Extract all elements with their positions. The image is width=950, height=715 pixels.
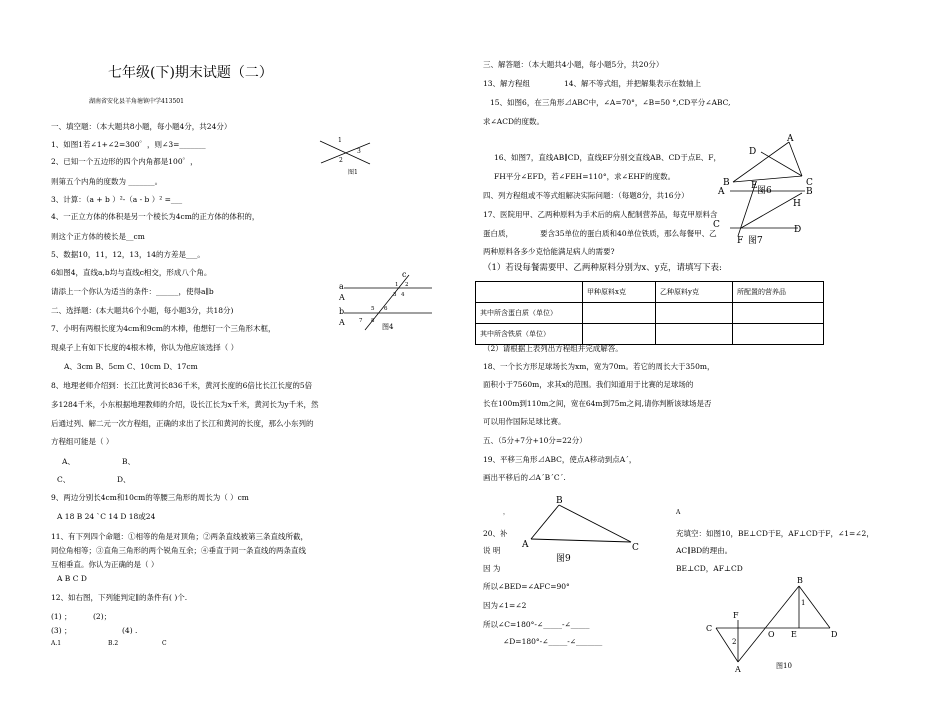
fig6-label-C: C xyxy=(806,178,813,188)
question-8-cont-1: 多1284千米，小东根据地理教师的介绍，设长江长为x千米，黄河长为y千米，然 xyxy=(51,400,319,409)
nutrition-table xyxy=(475,281,824,345)
fig7-label-B: B xyxy=(806,187,813,197)
table-header-cell: 甲种原料x克 xyxy=(583,282,656,303)
question-9-options: A 18 B 24 `C 14 D 18或24 xyxy=(57,512,156,521)
question-6-cont: 请添上一个你认为适当的条件：______，使得a∥b xyxy=(51,287,214,296)
question-19-dot: ， xyxy=(503,509,510,516)
question-4: 4、一正立方体的体积是另一个棱长为4cm的正方体的体积的， xyxy=(51,212,260,221)
fig4-n5: 5 xyxy=(371,306,375,312)
fig6-side-AB xyxy=(733,142,789,182)
fig1-label-1: 1 xyxy=(338,137,342,144)
question-20-step-4: ∠D=180°-∠_____-∠_______ xyxy=(503,637,603,646)
figure-1 xyxy=(315,133,375,178)
question-9: 9、两边分别长4cm和10cm的等腰三角形的周长为（ ）cm xyxy=(51,493,249,502)
question-17-cont-1: 蛋白质， xyxy=(483,229,513,238)
table-row xyxy=(476,303,824,324)
fig4-label-A2: A xyxy=(339,318,345,327)
question-16: 16、如图7，直线AB∥CD，直线EF分别交直线AB、CD于点E、F， xyxy=(494,153,721,162)
fig6-side-AC xyxy=(789,142,802,176)
table-cell: 其中所含铁质（单位） xyxy=(476,324,583,345)
fig1-label-2: 2 xyxy=(339,157,343,164)
fig7-label-E: E xyxy=(751,181,758,191)
question-20-text-2: AC∥BD的理由。 xyxy=(676,546,733,555)
fig4-label-b: b xyxy=(339,307,345,316)
page-title: 七年级(下)期末试题（二） xyxy=(108,65,273,81)
question-11: 11、有下列四个命题：①相等的角是对顶角；②两条直线被第三条直线所截， xyxy=(51,532,309,541)
fig10-label-B: B xyxy=(797,576,803,585)
point-a-prime: A xyxy=(676,509,681,516)
question-6: 6如图4，直线a,b均与直线c相交，形成八个角。 xyxy=(51,268,212,277)
question-11-options: A B C D xyxy=(57,574,87,583)
table-cell: 其中所含蛋白质（单位） xyxy=(476,303,583,324)
question-18-cont-2: 长在100m到110m之间，宽在64m到75m之间,请你判断该球场是否 xyxy=(483,399,712,408)
table-row xyxy=(476,324,824,345)
fig4-n7: 7 xyxy=(359,318,363,324)
question-19: 19、平移三角形⊿ABC，使点A移动到点A´， xyxy=(483,455,637,464)
fig9-caption: 图9 xyxy=(556,554,571,564)
question-3: 3、计算：（a + b ）²-（a - b ）² =___ xyxy=(51,195,183,204)
fig4-n4: 4 xyxy=(401,292,405,298)
fig9-label-C: C xyxy=(632,543,639,553)
question-18: 18、一个长方形足球场长为xm，宽为70m。若它的周长大于350m， xyxy=(483,362,715,371)
fig10-label-F: F xyxy=(733,611,739,620)
question-17-part-1: （1）若设每餐需要甲、乙两种原料分别为x、y克，请填写下表: xyxy=(483,263,722,273)
question-12-item-3: (3) ； xyxy=(51,626,72,635)
fig6-label-B: B xyxy=(723,178,730,188)
table-cell[interactable] xyxy=(733,324,824,345)
fig7-label-H: H xyxy=(793,199,801,209)
question-20: 20、补 xyxy=(483,529,508,538)
fig4-n2: 2 xyxy=(405,282,409,288)
fig7-label-F: F xyxy=(737,236,744,246)
question-7: 7、小明有两根长度为4cm和9cm的木棒，他想钉一个三角形木框， xyxy=(51,324,276,333)
section-choice-heading: 二、选择题：(本大题共6个小题，每小题3分，共18分) xyxy=(51,306,234,315)
fig6-label-D: D xyxy=(749,147,757,157)
question-20-because: 因 为 xyxy=(483,564,501,573)
fig6-segment-CD xyxy=(761,152,802,176)
question-17-part-2: （2）请根据上表列出方程组并完成解答。 xyxy=(483,344,623,353)
fig10-label-E: E xyxy=(791,630,797,639)
question-20-text-1: 充填空：如图10，BE⊥CD于E，AF⊥CD于F，∠1=∠2， xyxy=(676,529,874,538)
fig4-caption: 图4 xyxy=(382,323,394,331)
fig9-label-A: A xyxy=(522,540,529,550)
fig10-label-D: D xyxy=(831,630,838,639)
fig10-side-BD xyxy=(799,586,830,628)
fig10-label-A: A xyxy=(735,665,741,674)
fig9-side-AC xyxy=(531,539,631,542)
fig4-n6: 6 xyxy=(384,306,388,312)
table-row xyxy=(476,282,824,303)
fig1-line-2 xyxy=(321,143,370,163)
fig10-line-AB xyxy=(738,586,799,662)
section-five-heading: 五、（5分+7分+10分=22分） xyxy=(483,436,587,445)
question-20-step-2: 因为∠1=∠2 xyxy=(483,601,527,610)
question-12-option-c: C xyxy=(162,640,167,647)
question-13: 13、解方程组 xyxy=(483,79,531,88)
question-12-option-a: A.1 xyxy=(51,640,62,647)
question-11-cont-2: 互相垂直。你认为正确的是（ ） xyxy=(51,560,159,569)
question-19-cont: 画出平移后的⊿A´B´C´. xyxy=(483,473,566,482)
question-8: 8、地理老师介绍到：长江比黄河长836千米，黄河长度的6倍比长江长度的5倍 xyxy=(51,381,313,390)
figure-7 xyxy=(710,180,820,250)
question-12-option-b: B.2 xyxy=(108,640,119,647)
question-8-option-b: B、 xyxy=(122,457,136,466)
fig4-label-c: c xyxy=(402,270,407,279)
question-14: 14、解不等式组，并把解集表示在数轴上 xyxy=(564,79,702,88)
question-8-option-d: D、 xyxy=(117,475,131,484)
table-cell[interactable] xyxy=(583,303,656,324)
question-11-cont-1: 同位角相等；③直角三角形的两个锐角互余；④垂直于同一条直线的两条直线 xyxy=(51,546,306,555)
question-15: 15、如图6，在三角形⊿ABC中，∠A=70°，∠B=50 °,CD平分∠ABC, xyxy=(490,98,731,107)
fig10-label-C: C xyxy=(706,624,713,633)
question-2-cont: 则第五个内角的度数为 _______。 xyxy=(51,177,163,186)
fig6-label-A: A xyxy=(787,134,794,144)
table-header-cell xyxy=(476,282,583,303)
question-12-item-1: (1) ； xyxy=(51,612,72,621)
school-subtitle: 湖南省安化县羊角塘镇中学413501 xyxy=(89,98,184,105)
section-answer-heading: 三、解答题：（本大题共4小题，每小题5分，共20分） xyxy=(483,60,664,69)
question-8-cont-3: 方程组可能是（ ） xyxy=(51,437,114,446)
question-17: 17、医院用甲、乙两种原料为手术后的病人配制营养品，每克甲原料含 xyxy=(483,210,718,219)
question-8-cont-2: 后通过列、解二元一次方程组，正确的求出了长江和黄河的长度，那么小东列的 xyxy=(51,419,314,428)
fig7-label-D: D xyxy=(794,225,802,235)
table-cell[interactable] xyxy=(733,303,824,324)
figure-10 xyxy=(700,570,850,675)
section-fill-heading: 一、填空题：（本大题共8小题，每小题4分，共24分） xyxy=(51,122,232,131)
fig4-n3: 3 xyxy=(393,292,397,298)
fig10-caption: 图10 xyxy=(776,662,792,670)
fig10-label-1: 1 xyxy=(801,599,806,607)
figure-4 xyxy=(337,268,437,336)
table-cell[interactable] xyxy=(656,324,733,345)
question-20-explain: 说 明 xyxy=(483,546,501,555)
question-20-step-1: 所以∠BED=∠AFC=90° xyxy=(483,582,570,591)
fig7-caption: 图7 xyxy=(748,236,763,246)
question-7-cont: 现桌子上有如下长度的4根木棒，你认为他应该选择（ ） xyxy=(51,343,239,352)
fig4-label-a: a xyxy=(339,282,344,291)
question-2: 2、已知一个五边形的四个内角都是100゜， xyxy=(51,157,198,166)
question-12-item-2: (2)； xyxy=(93,612,112,621)
question-1: 1、如图1若∠1+∠2=300゜，则∠3=_______ xyxy=(51,140,206,149)
question-4-cont: 则这个正方体的棱长是__cm xyxy=(51,232,145,241)
fig10-label-O: O xyxy=(768,630,775,639)
fig6-caption: 图6 xyxy=(757,186,772,196)
fig1-caption: 图1 xyxy=(348,169,358,176)
fig4-n8: 8 xyxy=(371,318,375,324)
question-12: 12、如右图，下列能判定∥的条件有( )个. xyxy=(51,593,188,602)
table-cell[interactable] xyxy=(583,324,656,345)
question-17-cont-2: 要含35单位的蛋白质和40单位铁质，那么每餐甲、乙 xyxy=(540,229,717,238)
question-8-option-a: A、 xyxy=(62,457,75,466)
fig9-side-BC xyxy=(559,505,631,542)
fig4-label-A1: A xyxy=(339,293,345,302)
table-header-cell: 乙种原料y克 xyxy=(656,282,733,303)
fig9-side-AB xyxy=(531,505,559,539)
fig10-label-2: 2 xyxy=(732,638,737,646)
question-17-cont-3: 两种原料各多少克恰能满足病人的需要? xyxy=(483,247,615,256)
figure-9 xyxy=(515,490,645,568)
question-20-text-3: BE⊥CD，AF⊥CD xyxy=(676,564,743,573)
fig7-label-A: A xyxy=(718,187,725,197)
question-5: 5、数据10，11，12，13，14的方差是___。 xyxy=(51,250,205,259)
section-word-problem-heading: 四、列方程组或不等式组解决实际问题：（每题8分，共16分） xyxy=(483,191,689,200)
question-18-cont-3: 可以用作国际足球比赛。 xyxy=(483,417,566,426)
question-7-options: A、3cm B、5cm C、10cm D、17cm xyxy=(64,362,198,371)
fig7-label-C: C xyxy=(713,220,720,230)
fig1-label-3: 3 xyxy=(357,148,361,155)
question-20-step-3: 所以∠C=180°-∠_____-∠_____ xyxy=(483,620,590,629)
question-12-item-4: (4) . xyxy=(122,626,138,635)
fig9-label-B: B xyxy=(556,496,563,506)
question-16-cont: FH平分∠EFD，若∠FEH=110°，求∠EHF的度数。 xyxy=(494,172,676,181)
question-8-option-c: C、 xyxy=(57,475,71,484)
fig4-n1: 1 xyxy=(395,282,399,288)
question-18-cont-1: 面积小于7560m，求其x的范围。我们知道用于比赛的足球场的 xyxy=(483,380,694,389)
table-cell[interactable] xyxy=(656,303,733,324)
table-header-cell: 所配置的营养品 xyxy=(733,282,824,303)
question-15-cont: 求∠ACD的度数。 xyxy=(483,117,544,126)
